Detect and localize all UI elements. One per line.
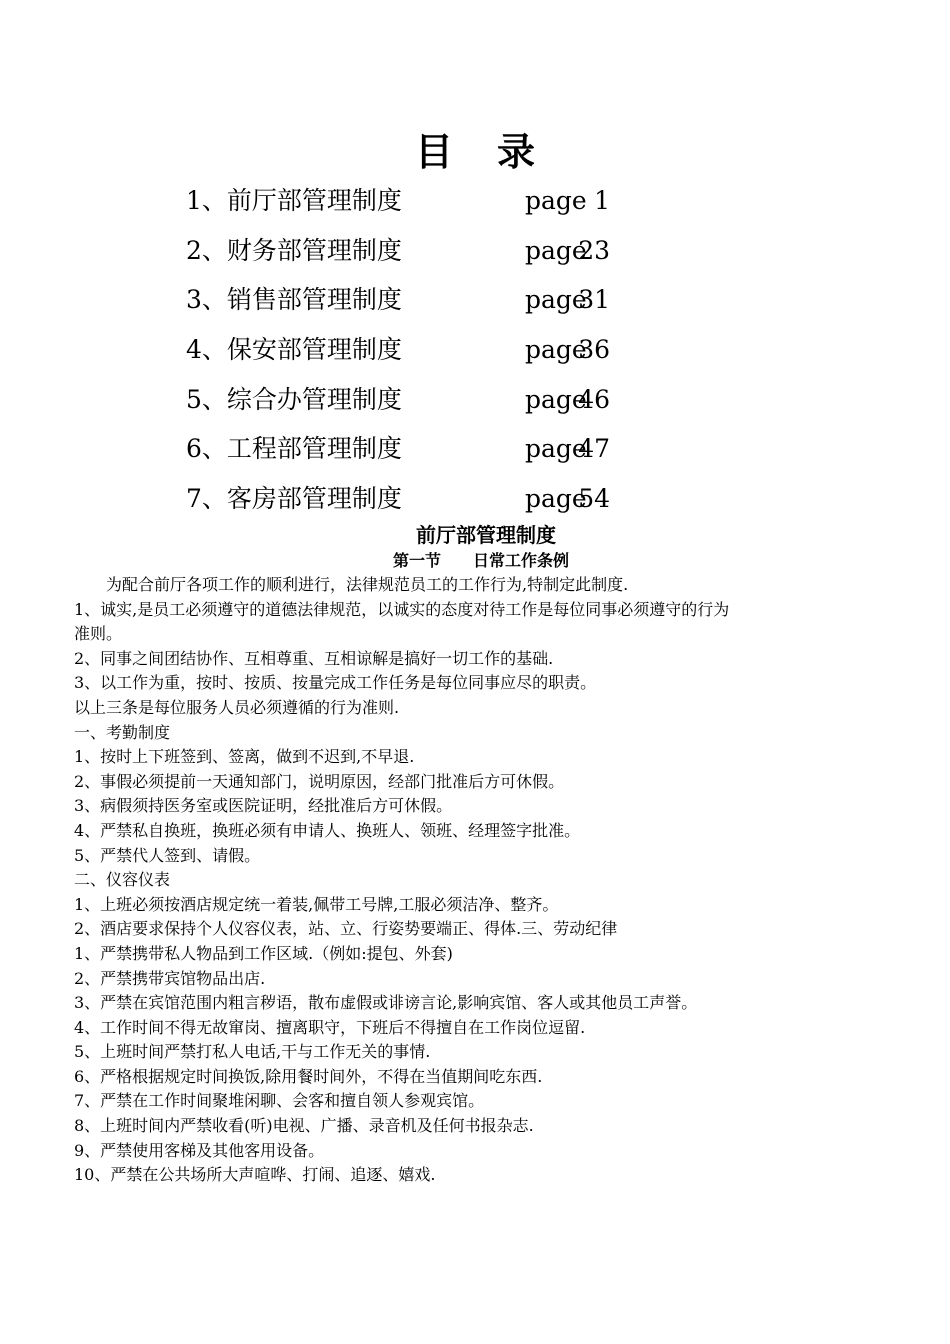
- toc-entry-label: 5、综合办管理制度: [186, 384, 402, 414]
- body-line: 3、严禁在宾馆范围内粗言秽语，散布虚假或诽谤言论,影响宾馆、客人或其他员工声誉。: [74, 993, 698, 1013]
- body-heading: 二、仪容仪表: [74, 870, 171, 890]
- intro-paragraph: 为配合前厅各项工作的顺利进行，法律规范员工的工作行为,特制定此制度.: [106, 575, 629, 594]
- section-subtitle: [0, 549, 950, 573]
- body-line: 以上三条是每位服务人员必须遵循的行为准则.: [74, 697, 400, 717]
- body-line: 2、酒店要求保持个人仪容仪表，站、立、行姿势要端正、得体.三、劳动纪律: [74, 919, 618, 939]
- subtitle-topic: 日常工作条例: [473, 551, 570, 570]
- body-line: 1、上班必须按酒店规定统一着装,佩带工号牌,工服必须洁净、整齐。: [74, 894, 559, 914]
- body-line: 1、诚实,是员工必须遵守的道德法律规范，以诚实的态度对待工作是每位同事必须遵守的行为: [74, 599, 730, 619]
- body-line: 2、同事之间团结协作、互相尊重、互相谅解是搞好一切工作的基础.: [74, 648, 554, 668]
- toc-entry: [186, 277, 686, 327]
- body-line: 2、事假必须提前一天通知部门，说明原因，经部门批准后方可休假。: [74, 771, 565, 791]
- body-line: 4、严禁私自换班，换班必须有申请人、换班人、领班、经理签字批准。: [74, 820, 581, 840]
- toc-title: 目录: [414, 129, 579, 174]
- section-title: 前厅部管理制度: [416, 523, 556, 547]
- toc-entry-label: 3、销售部管理制度: [186, 285, 402, 315]
- body-line: 1、按时上下班签到、签离，做到不迟到,不早退.: [74, 747, 415, 767]
- toc-entry-page-number: 23: [578, 235, 610, 265]
- body-line: 6、严格根据规定时间换饭,除用餐时间外，不得在当值期间吃东西.: [74, 1066, 543, 1086]
- table-of-contents: [186, 178, 686, 526]
- toc-entry-page-word: page: [525, 186, 587, 215]
- body-line: 8、上班时间内严禁收看(听)电视、广播、录音机及任何书报杂志.: [74, 1116, 534, 1136]
- toc-entry: [186, 426, 686, 476]
- body-line: 1、严禁携带私人物品到工作区域.（例如:提包、外套): [74, 943, 453, 963]
- toc-entry-page-number: 36: [578, 335, 610, 365]
- toc-entry-page-word: page: [525, 384, 587, 414]
- toc-entry-page-word: page: [525, 285, 587, 315]
- body-line: 7、严禁在工作时间聚堆闲聊、会客和擅自领人参观宾馆。: [74, 1091, 485, 1111]
- body-line: 4、工作时间不得无故窜岗、擅离职守，下班后不得擅自在工作岗位逗留.: [74, 1017, 586, 1037]
- body-line: 3、病假须持医务室或医院证明，经批准后方可休假。: [74, 796, 453, 816]
- body-line: 10、严禁在公共场所大声喧哗、打闹、追逐、嬉戏.: [74, 1165, 436, 1185]
- toc-entry: [186, 377, 686, 427]
- body-line: 5、严禁代人签到、请假。: [74, 845, 261, 865]
- toc-entry-label: 7、客房部管理制度: [186, 484, 402, 514]
- body-line: 2、严禁携带宾馆物品出店.: [74, 968, 266, 988]
- body-line: 3、以工作为重，按时、按质、按量完成工作任务是每位同事应尽的职责。: [74, 673, 597, 693]
- toc-entry-page-word: page: [525, 434, 587, 464]
- toc-entry: [186, 228, 686, 278]
- toc-entry-page-number: 54: [578, 484, 610, 514]
- toc-entry-label: 1、前厅部管理制度: [186, 186, 402, 215]
- toc-entry-page-number: 46: [578, 384, 610, 414]
- toc-entry-page-number: 1: [594, 186, 610, 215]
- toc-entry-label: 6、工程部管理制度: [186, 434, 402, 464]
- body-heading: 一、考勤制度: [74, 722, 171, 742]
- toc-entry: [186, 327, 686, 377]
- toc-entry-page-word: page: [525, 335, 587, 365]
- toc-entry-label: 4、保安部管理制度: [186, 335, 402, 365]
- toc-entry: [186, 178, 686, 228]
- toc-entry-page-number: 47: [578, 434, 610, 464]
- body-line: 9、严禁使用客梯及其他客用设备。: [74, 1140, 325, 1160]
- toc-entry-page-number: 31: [578, 285, 610, 315]
- body-line: 准则。: [74, 624, 123, 644]
- subtitle-chapter: 第一节: [392, 551, 441, 570]
- toc-entry: [186, 476, 686, 526]
- toc-entry-page-word: page: [525, 235, 587, 265]
- toc-entry-label: 2、财务部管理制度: [186, 235, 402, 265]
- toc-entry-page-word: page: [525, 484, 587, 514]
- body-line: 5、上班时间严禁打私人电话,干与工作无关的事情.: [74, 1042, 431, 1062]
- document-body: [74, 573, 874, 1188]
